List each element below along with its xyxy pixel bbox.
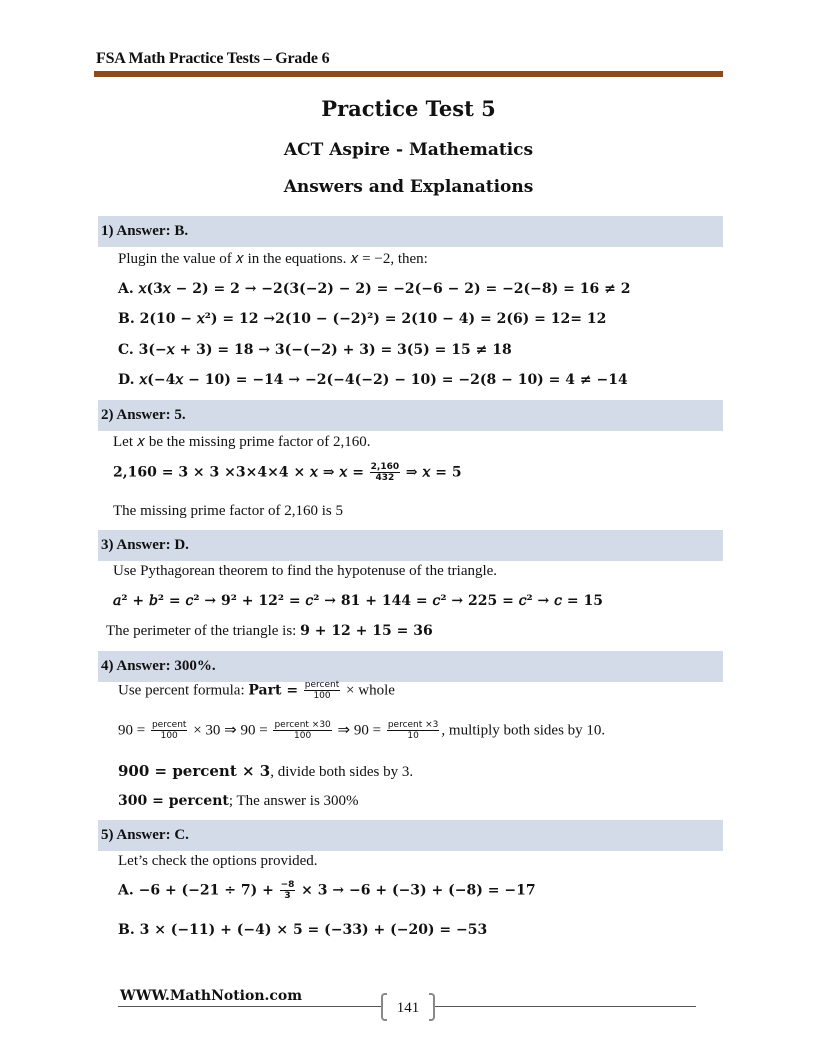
q1-option-d: D. 𝑥(−4𝑥 − 10) = −14 → −2(−4(−2) − 10) = −2(8 − 10) = 4 ≠ −14 (118, 372, 628, 388)
q1-option-b: B. 2(10 − 𝑥²) = 12 →2(10 − (−2)²) = 2(10 − 4) = 2(6) = 12= 12 (118, 311, 607, 327)
q4-l2-frac3 (387, 720, 440, 742)
q4-frac-den: 100 (313, 691, 331, 702)
q4-intro-text: Use percent formula: (118, 682, 249, 699)
q5-a-post: × 3 → −6 + (−3) + (−8) = −17 (301, 882, 536, 899)
q3-perimeter (106, 623, 433, 640)
q2-fraction (370, 462, 400, 484)
q4-intro (118, 680, 395, 702)
q4-formula-fraction (304, 680, 340, 702)
q3-intro: Use Pythagorean theorem to find the hypotenuse of the triangle. (113, 563, 498, 579)
q5-a-frac-num: −8 (280, 880, 295, 890)
q4-l2-d: , multiply both sides by 10. (441, 722, 606, 739)
subtitle-test: ACT Aspire - Mathematics (283, 140, 534, 160)
q4-l2-f2-num: percent ×30 (274, 720, 331, 730)
q2-conclusion: The missing prime factor of 2,160 is 5 (113, 503, 343, 519)
answer-band-q1: 1) Answer: B. (98, 216, 723, 247)
q4-l2-f3-den: 10 (407, 731, 419, 742)
q4-l2-frac1 (151, 720, 187, 742)
q4-l2-c: ⇒ 90 = (337, 722, 382, 739)
q2-equation (113, 462, 462, 484)
q5-intro: Let’s check the options provided. (118, 853, 318, 869)
q1-option-a: A. 𝑥(3𝑥 − 2) = 2 → −2(3(−2) − 2) = −2(−6 − 2) = −2(−8) = 16 ≠ 2 (118, 281, 631, 297)
q3-equation: 𝑎² + 𝑏² = 𝑐² → 9² + 12² = 𝑐² → 81 + 144 = 𝑐² → 225 = 𝑐² → 𝑐 = 15 (113, 593, 603, 609)
q4-l3-text: , divide both sides by 3. (270, 764, 414, 780)
q4-l2-f2-den: 100 (294, 731, 312, 742)
q5-a-pre: A. −6 + (−21 ÷ 7) + (118, 882, 274, 899)
q2-frac-den: 432 (375, 473, 395, 484)
q1-intro: Plugin the value of 𝑥 in the equations. 𝑥 = −2, then: (118, 251, 428, 267)
q2-eq-right: ⇒ 𝑥 = 5 (405, 464, 462, 481)
q4-whole: × whole (346, 682, 395, 699)
q4-l2-f1-den: 100 (160, 731, 178, 742)
footer-url: WWW.MathNotion.com (120, 988, 303, 1004)
q4-frac-num: percent (304, 680, 340, 690)
q4-line3 (118, 762, 413, 781)
q4-l2-frac2 (273, 720, 331, 742)
q4-line4 (118, 793, 359, 810)
q2-intro: Let 𝑥 be the missing prime factor of 2,160. (113, 434, 371, 450)
q4-l4-text: ; The answer is 300% (228, 793, 359, 809)
running-header: FSA Math Practice Tests – Grade 6 (96, 50, 330, 67)
q4-l2-f3-num: percent ×3 (387, 720, 439, 730)
q5-a-fraction (280, 880, 296, 902)
answer-band-q5: 5) Answer: C. (98, 820, 723, 851)
q5-option-b: B. 3 × (−11) + (−4) × 5 = (−33) + (−20) = −53 (118, 922, 488, 938)
q4-l3-eq: 900 = percent × 3 (118, 762, 271, 780)
page-title: Practice Test 5 (321, 96, 496, 121)
page-number: 141 (381, 993, 435, 1023)
q3-perimeter-eq: 9 + 12 + 15 = 36 (300, 623, 433, 639)
q4-line2 (118, 720, 605, 742)
q2-frac-num: 2,160 (370, 462, 400, 472)
header-rule (94, 71, 723, 77)
q4-part: Part = (248, 682, 299, 699)
q4-l2-a: 90 = (118, 722, 146, 739)
q2-eq-left: 2,160 = 3 × 3 ×3×4×4 × 𝑥 ⇒ 𝑥 = (113, 464, 364, 481)
answer-band-q3: 3) Answer: D. (98, 530, 723, 561)
q4-l4-eq: 300 = percent (118, 793, 229, 809)
q5-a-frac-den: 3 (284, 891, 291, 902)
subtitle-answers: Answers and Explanations (283, 177, 534, 197)
q3-perimeter-text: The perimeter of the triangle is: (106, 623, 301, 639)
q1-option-c: C. 3(−𝑥 + 3) = 18 → 3(−(−2) + 3) = 3(5) = 15 ≠ 18 (118, 342, 512, 358)
q5-option-a (118, 880, 536, 902)
q4-l2-b: × 30 ⇒ 90 = (193, 722, 268, 739)
answer-band-q2: 2) Answer: 5. (98, 400, 723, 431)
q4-l2-f1-num: percent (151, 720, 187, 730)
answer-band-q4: 4) Answer: 300%. (98, 651, 723, 682)
